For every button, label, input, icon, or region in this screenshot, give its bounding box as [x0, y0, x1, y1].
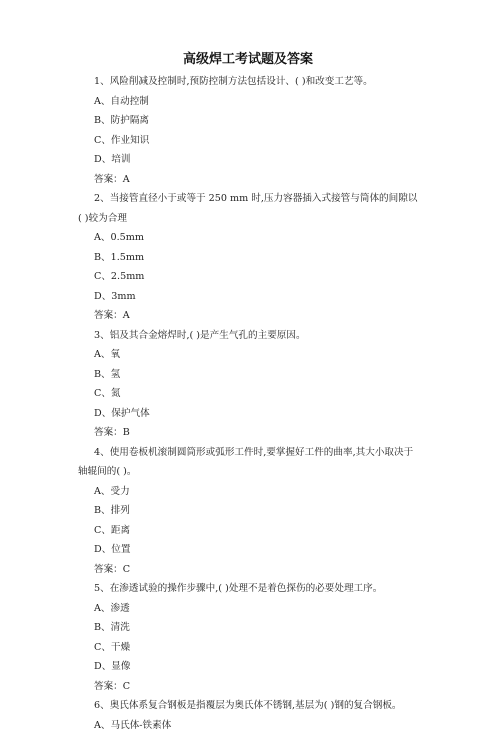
option-a: A、受力 [78, 482, 418, 502]
answer: 答案：C [78, 560, 418, 580]
option-a: A、0.5mm [78, 228, 418, 248]
question-stem: 3、铝及其合金熔焊时,( )是产生气孔的主要原因。 [78, 326, 418, 346]
option-a: A、马氏体-铁素体 [78, 716, 418, 735]
question-stem: 5、在渗透试验的操作步骤中,( )处理不是着色探伤的必要处理工序。 [78, 579, 418, 599]
answer: 答案：A [78, 170, 418, 190]
option-c: C、氮 [78, 384, 418, 404]
document-title: 高级焊工考试题及答案 [0, 52, 496, 68]
question-2 [78, 189, 418, 326]
option-d: D、培训 [78, 150, 418, 170]
option-d: D、保护气体 [78, 404, 418, 424]
option-b: B、清洗 [78, 618, 418, 638]
question-1 [78, 72, 418, 189]
question-stem: 1、风险削减及控制时,预防控制方法包括设计、( )和改变工艺等。 [78, 72, 418, 92]
question-stem: 2、当接管直径小于或等于 250 mm 时,压力容器插入式接管与筒体的间隙以( )较为合理 [78, 189, 418, 228]
option-d: D、显像 [78, 657, 418, 677]
question-stem: 4、使用卷板机滚制圆筒形或弧形工件时,要掌握好工件的曲率,其大小取决于轴辊间的( )。 [78, 443, 418, 482]
answer: 答案：C [78, 677, 418, 697]
option-a: A、自动控制 [78, 92, 418, 112]
option-a: A、渗透 [78, 599, 418, 619]
option-b: B、防护隔离 [78, 111, 418, 131]
option-a: A、氧 [78, 345, 418, 365]
option-d: D、3mm [78, 287, 418, 307]
option-c: C、干燥 [78, 638, 418, 658]
question-5 [78, 579, 418, 696]
question-stem: 6、奥氏体系复合钢板是指覆层为奥氏体不锈钢,基层为( )钢的复合钢板。 [78, 696, 418, 716]
answer: 答案：B [78, 423, 418, 443]
option-c: C、2.5mm [78, 267, 418, 287]
option-b: B、1.5mm [78, 248, 418, 268]
option-d: D、位置 [78, 540, 418, 560]
question-3 [78, 326, 418, 443]
question-4 [78, 443, 418, 580]
option-b: B、排列 [78, 501, 418, 521]
document-body [78, 72, 418, 735]
option-c: C、作业知识 [78, 131, 418, 151]
answer: 答案：A [78, 306, 418, 326]
option-c: C、距离 [78, 521, 418, 541]
option-b: B、氢 [78, 365, 418, 385]
